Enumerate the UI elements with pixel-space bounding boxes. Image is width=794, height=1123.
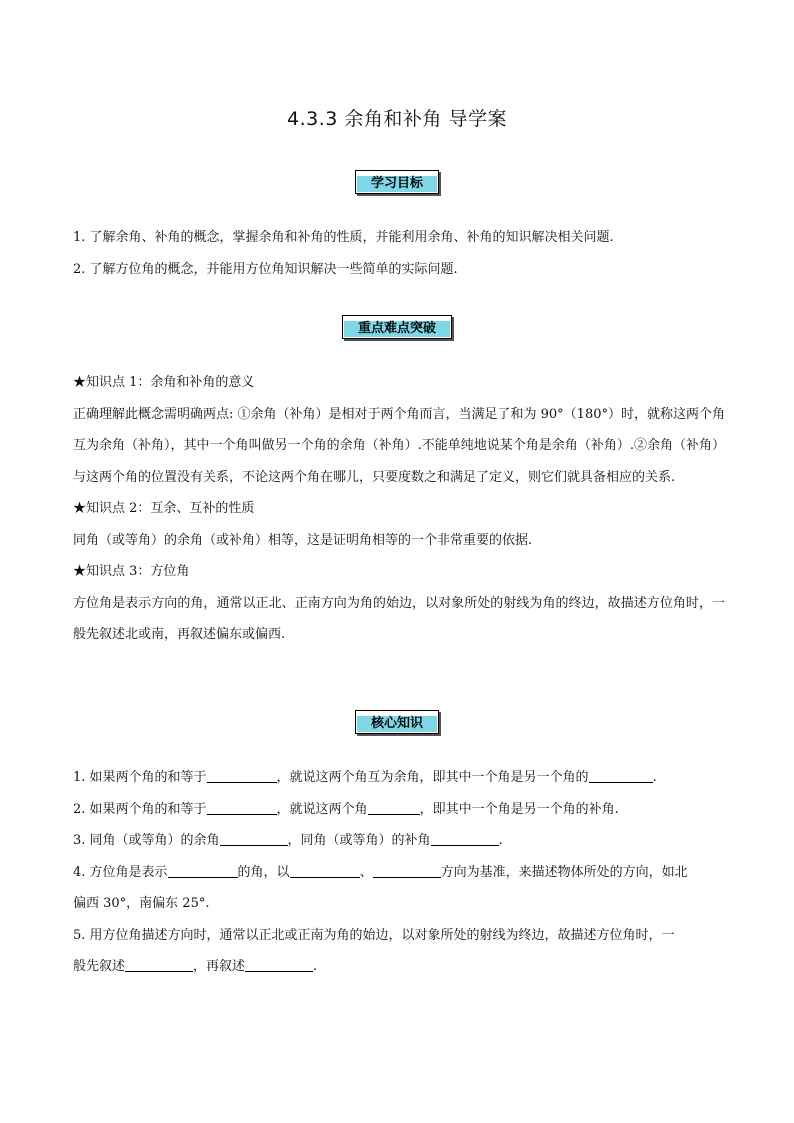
question-text: . [313,959,318,974]
question-text: 的角，以 [237,864,290,880]
section-heading-label: 重点难点突破 [344,321,450,337]
question-5-continued [73,951,725,983]
answer-blank[interactable] [207,800,277,815]
question-text: 3. 同角（或等角）的余角 [73,833,220,848]
answer-blank[interactable] [220,831,288,846]
objective-item: 1. 了解余角、补角的概念，掌握余角和补角的性质，并能利用余角、补角的知识解决相关问题. [73,230,614,245]
question-4 [73,857,725,889]
section-heading-label: 学习目标 [357,176,437,192]
knowledge-point-title: ★知识点 2：互余、互补的性质 [73,501,255,516]
objectives-list [73,222,725,285]
question-text: 、 [359,864,373,880]
question-text: ，同角（或等角）的补角 [287,833,431,848]
section-heading-box [355,710,439,734]
question-text: . [498,833,503,848]
question-4-continued: 偏西 30°，南偏东 25°. [73,896,210,911]
answer-blank[interactable] [168,863,238,878]
section-heading-box [355,170,439,194]
answer-blank[interactable] [290,863,360,878]
knowledge-point-text: 方位角是表示方向的角，通常以正北、正南方向为角的始边，以对象所处的射线为角的终边，故描述方位角时，一般先叙述北或南，再叙述偏东或偏西. [73,595,725,642]
question-text: ，就说这两个角 [276,801,368,817]
answer-blank[interactable] [431,831,499,846]
core-questions [73,762,725,983]
knowledge-point-title: ★知识点 1：余角和补角的意义 [73,375,255,390]
key-points-content [73,367,725,651]
question-text: ，即其中一个角是另一个角的补角. [419,801,619,817]
question-text: 1. 如果两个角的和等于 [73,770,207,785]
question-text: ，再叙述 [193,959,246,974]
section-heading-core [0,710,794,734]
answer-blank[interactable] [207,768,277,783]
knowledge-point-text: 正确理解此概念需明确两点: ①余角（补角）是相对于两个角而言，当满足了和为 90°（180°）时，就称这两个角互为余角（补角），其中一个角叫做另一个角的余角（补角）.不能单纯地说某个角是余角（补角）.②余角（补角）与这两个角的位置没有关系，不论这两个角在哪儿，只要度数之和满足了定义，则它们就具备相应的关系. [73,406,726,485]
page-title: 4.3.3 余角和补角 导学案 [287,108,507,130]
question-5: 5. 用方位角描述方向时，通常以正北或正南为角的始边，以对象所处的射线为终边，故描述方位角时，一 [73,927,675,943]
question-1 [73,762,725,794]
objective-item: 2. 了解方位角的概念，并能用方位角知识解决一些简单的实际问题. [73,261,458,277]
question-2 [73,794,725,826]
answer-blank[interactable] [125,957,193,972]
answer-blank[interactable] [368,800,420,815]
question-3 [73,825,725,857]
question-text: 2. 如果两个角的和等于 [73,801,207,817]
section-heading-objectives [0,170,794,194]
question-text: 般先叙述 [73,959,126,974]
question-text: 方向为基准，来描述物体所处的方向，如北 [440,864,688,880]
answer-blank[interactable] [589,768,653,783]
knowledge-point-text: 同角（或等角）的余角（或补角）相等，这是证明角相等的一个非常重要的依据. [73,532,533,548]
question-text: 4. 方位角是表示 [73,864,168,880]
section-heading-box [342,315,452,339]
question-text: ，就说这两个角互为余角，即其中一个角是另一个角的 [276,770,589,785]
answer-blank[interactable] [245,957,313,972]
section-heading-label: 核心知识 [357,716,437,732]
knowledge-point-title: ★知识点 3：方位角 [73,564,190,579]
question-text: . [652,770,657,785]
answer-blank[interactable] [373,863,441,878]
section-heading-key-points [0,315,794,339]
